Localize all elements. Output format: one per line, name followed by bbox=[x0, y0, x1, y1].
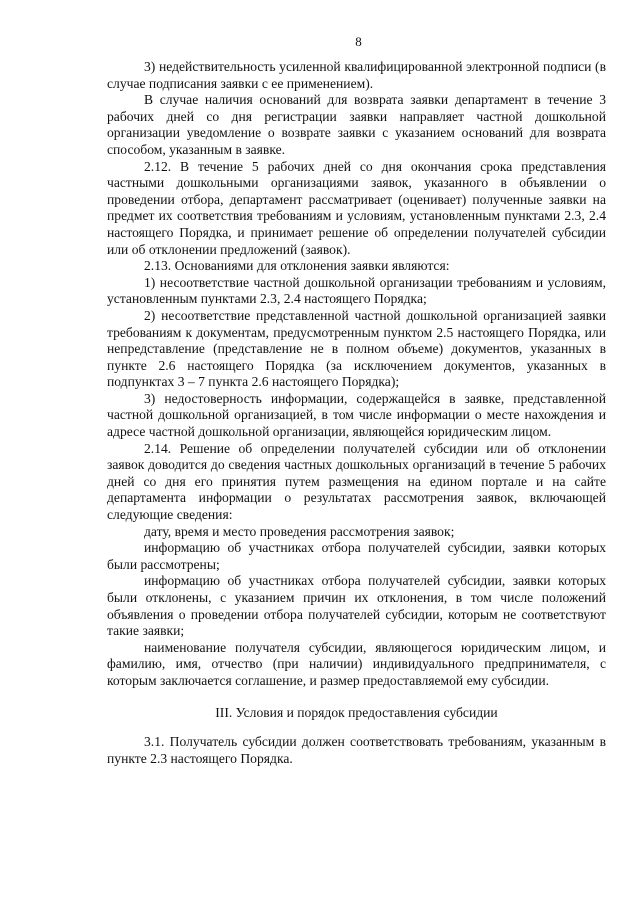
list-item-info-rejected: информацию об участниках отбора получателей субсидии, заявки которых были отклонены, с указанием причин их отклонения, в том числе положений объявления о проведении отбора получателей субсидии, которым не соответствуют такие заявки; bbox=[107, 573, 606, 639]
paragraph-invalid-signature: 3) недействительность усиленной квалифицированной электронной подписи (в случае подписания заявки с ее применением). bbox=[107, 59, 606, 91]
paragraph-2-13: 2.13. Основаниями для отклонения заявки являются: bbox=[144, 258, 450, 274]
section-heading: III. Условия и порядок предоставления субсидии bbox=[215, 704, 498, 720]
list-item-rejection-1: 1) несоответствие частной дошкольной организации требованиям и условиям, установленным пунктами 2.3, 2.4 настоящего Порядка; bbox=[107, 274, 606, 307]
list-item-rejection-2: 2) несоответствие представленной частной дошкольной организацией заявки требованиям к документам, предусмотренным пунктом 2.5 настоящего Порядка, или непредставление (представление не в полном объеме) документов, указанных в пункте 2.6 настоящего Порядка (за исключением документов, указанных в подпунктах 3 – 7 пункта 2.6 настоящего Порядка); bbox=[107, 307, 606, 390]
paragraph-2-12: 2.12. В течение 5 рабочих дней со дня окончания срока представления частными дошкольными организациями заявок, указанного в объявлении о проведении отбора, департамент рассматривает (оценивает) полученные заявки на предмет их соответствия требованиям и условиям, установленным пунктами 2.3, 2.4 настоящего Порядка, и принимает решение об определении получателей субсидии или об отклонении предложений (заявок). bbox=[107, 158, 606, 257]
body-text bbox=[107, 59, 606, 690]
section-body bbox=[107, 734, 606, 767]
paragraph-return-notice: В случае наличия оснований для возврата заявки департамент в течение 3 рабочих дней со дня регистрации заявки направляет частной дошкольной организации уведомление о возврате заявки с указанием оснований для возврата способом, указанным в заявке. bbox=[107, 92, 606, 157]
list-item-info-reviewed: информацию об участниках отбора получателей субсидии, заявки которых были рассмотрены; bbox=[107, 540, 606, 572]
list-item-info-recipient: наименование получателя субсидии, являющегося юридическим лицом, и фамилию, имя, отчество (при наличии) индивидуального предпринимателя, с которым заключается соглашение, и размер предоставляемой ему субсидии. bbox=[107, 639, 606, 688]
page-number: 8 bbox=[355, 34, 362, 49]
list-item-rejection-3: 3) недостоверность информации, содержащейся в заявке, представленной частной дошкольной организацией, в том числе информации о месте нахождения и адресе частной дошкольной организации, являющейся юридическим лицом. bbox=[107, 390, 606, 440]
paragraph-3-1: 3.1. Получатель субсидии должен соответствовать требованиям, указанным в пункте 2.3 настоящего Порядка. bbox=[107, 734, 606, 766]
paragraph-2-14: 2.14. Решение об определении получателей субсидии или об отклонении заявок доводится до сведения частных дошкольных организаций в течение 5 рабочих дней со дня его принятия путем размещения на едином портале и на сайте департамента информации о результатах рассмотрения заявок, включающей следующие сведения: bbox=[107, 440, 606, 523]
list-item-info-date: дату, время и место проведения рассмотрения заявок; bbox=[144, 523, 455, 539]
